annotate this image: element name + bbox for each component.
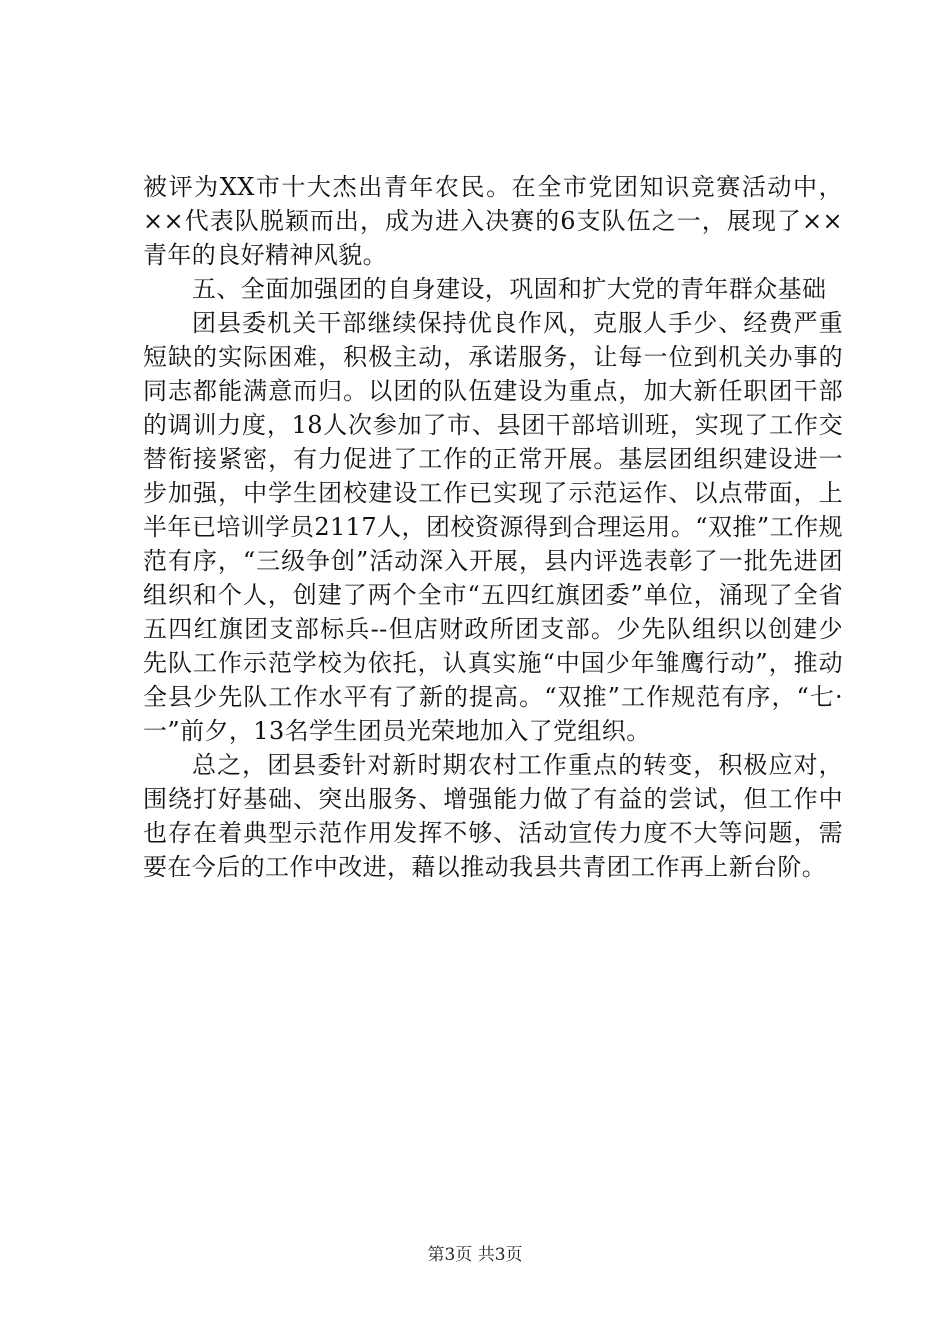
page-footer: 第3页 共3页	[427, 1245, 523, 1265]
paragraph-body: 团县委机关干部继续保持优良作风，克服人手少、经费严重短缺的实际困难，积极主动，承诺服务，让每一位到机关办事的同志都能满意而归。以团的队伍建设为重点，加大新任职团干部的调训力度，18人次参加了市、县团干部培训班，实现了工作交替衔接紧密，有力促进了工作的正常开展。基层团组织建设进一步加强，中学生团校建设工作已实现了示范运作、以点带面，上半年已培训学员2117人，团校资源得到合理运用。“双推”工作规范有序，“三级争创”活动深入开展，县内评选表彰了一批先进团组织和个人，创建了两个全市“五四红旗团委”单位，涌现了全省五四红旗团支部标兵--但店财政所团支部。少先队组织以创建少先队工作示范学校为依托，认真实施“中国少年雏鹰行动”，推动全县少先队工作水平有了新的提高。“双推”工作规范有序，“七·一”前夕，13名学生团员光荣地加入了党组织。	[143, 309, 843, 745]
document-body	[143, 170, 843, 884]
paragraph-conclusion: 总之，团县委针对新时期农村工作重点的转变，积极应对，围绕打好基础、突出服务、增强能力做了有益的尝试，但工作中也存在着典型示范作用发挥不够、活动宣传力度不大等问题，需要在今后的工作中改进，藉以推动我县共青团工作再上新台阶。	[143, 751, 843, 881]
paragraph-continuation: 被评为XX市十大杰出青年农民。在全市党团知识竞赛活动中，××代表队脱颖而出，成为进入决赛的6支队伍之一，展现了××青年的良好精神风貌。	[143, 173, 843, 269]
section-heading: 五、全面加强团的自身建设，巩固和扩大党的青年群众基础	[192, 275, 827, 303]
